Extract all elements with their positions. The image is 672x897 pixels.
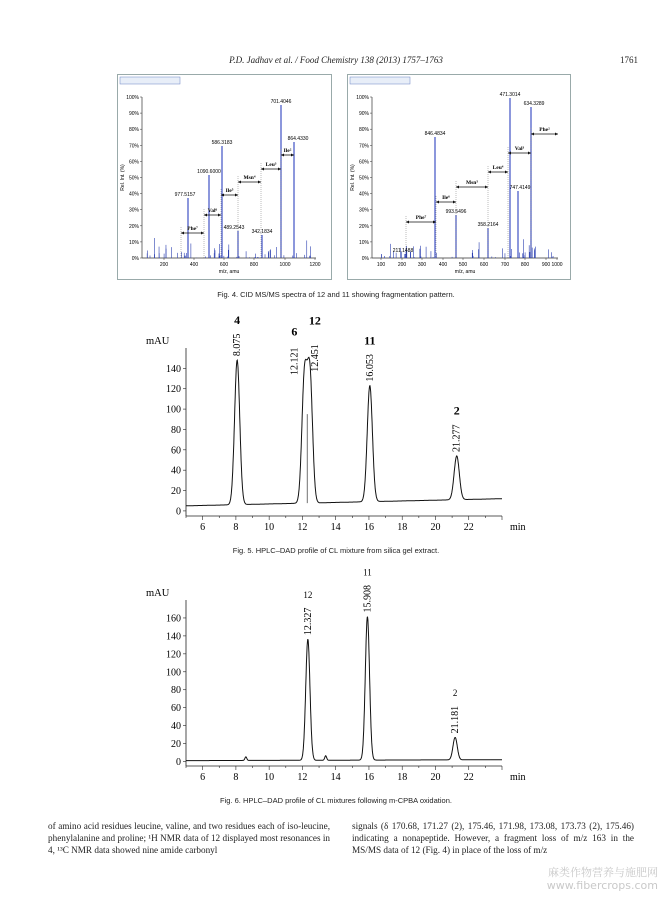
peak-label: 701.4046 (270, 99, 292, 105)
arrow-head-left (488, 171, 491, 174)
y-tick-label: 60 (171, 445, 181, 457)
body-right-column: signals (δ 170.68, 171.27 (2), 175.46, 171.98, 173.08, 173.73 (2), 175.46) indicating a nonapeptide. However, a fragment loss of m/z 163 in the MS/MS data of 12 (Fig. 4) in place of the loss of m/z (352, 821, 634, 855)
peak-compound-label: 6 (291, 324, 298, 339)
peak-label: 846.4834 (424, 131, 446, 137)
y-tick-label: 40% (358, 191, 369, 198)
fig4-right-spectrum (348, 75, 570, 279)
peak-compound-label: 2 (452, 688, 458, 699)
y-tick-label: 80 (171, 685, 181, 697)
fragment-label: Leu⁴ (492, 165, 504, 171)
y-tick-label: 70% (358, 143, 369, 150)
y-tick-label: 80% (128, 127, 139, 134)
x-tick-label: 14 (330, 772, 341, 783)
y-axis-label: Rel. Int. (%) (120, 164, 126, 191)
y-tick-label: 90% (128, 111, 139, 118)
y-tick-label: 100 (166, 667, 181, 679)
peak-rt-label: 21.181 (450, 705, 462, 734)
body-left-column: of amino acid residues leucine, valine, and two residues each of iso-leucine, phenylalanine and proline; ¹H NMR data of 12 displayed most resonances in 4, ¹³C NMR data showed nine amide carbonyl (48, 821, 330, 855)
x-tick-label: 22 (463, 772, 474, 783)
y-tick-label: 40 (171, 721, 181, 733)
x-tick-label: 1000 (279, 262, 291, 268)
x-tick-label: 20 (430, 772, 441, 783)
peak-label: 1090.6000 (197, 169, 221, 175)
fig6-chromatogram (146, 567, 526, 784)
y-tick-label: 80% (358, 127, 369, 134)
arrow-head-right (258, 181, 261, 184)
x-tick-label: 10 (264, 772, 275, 783)
peak-label: 993.5496 (445, 209, 467, 215)
peak-compound-label: 11 (364, 333, 376, 348)
arrow-head-right (485, 186, 488, 189)
y-tick-label: 70% (128, 143, 139, 150)
peak-compound-label: 12 (303, 589, 313, 600)
y-tick-label: 40% (128, 191, 139, 198)
arrow-head-right (201, 232, 204, 235)
peak-label: 864.4330 (287, 136, 309, 142)
running-head: P.D. Jadhav et al. / Food Chemistry 138 (2013) 1757–1763 (229, 55, 443, 65)
arrow-head-left (181, 232, 184, 235)
x-tick-label: 12 (297, 522, 308, 533)
spectrum-title-box (350, 77, 410, 84)
fragment-label: Val³ (514, 146, 525, 152)
fig4-right-panel (347, 74, 571, 280)
y-tick-label: 0 (176, 506, 181, 518)
fragment-label: Phe⁷ (415, 215, 427, 221)
x-tick-label: 14 (330, 522, 341, 533)
y-tick-label: 80 (171, 424, 181, 436)
x-tick-label: 700 (500, 262, 510, 268)
peak-rt-label: 12.327 (302, 607, 314, 636)
peak-label: 586.3183 (211, 140, 233, 146)
peak-rt-label: 21.277 (451, 424, 463, 452)
x-axis-label: m/z, amu (218, 269, 240, 275)
x-tick-label: 400 (438, 262, 448, 268)
arrow-head-left (406, 221, 409, 224)
peak-label: 342.1834 (251, 229, 273, 235)
fig6-caption: Fig. 6. HPLC–DAD profile of CL mixtures following m-CPBA oxidation. (220, 796, 452, 805)
y-tick-label: 60% (358, 159, 369, 166)
y-tick-label: 20 (171, 739, 181, 751)
x-tick-label: 1200 (309, 262, 321, 268)
peak-rt-label: 12.451 (309, 344, 321, 372)
fragment-label: Leu³ (265, 162, 277, 168)
x-tick-label: 16 (363, 772, 374, 783)
y-tick-label: 50% (358, 175, 369, 182)
x-tick-label: 1000 (551, 262, 563, 268)
fragment-label: Val⁶ (207, 208, 218, 214)
watermark (547, 866, 658, 892)
peak-compound-label: 11 (363, 567, 372, 578)
fragment-label: Msn⁵ (465, 180, 479, 186)
peak-rt-label: 8.075 (232, 333, 244, 357)
fig5-caption: Fig. 5. HPLC–DAD profile of CL mixture from silica gel extract. (232, 546, 440, 555)
peak-label: 977.5157 (174, 192, 196, 198)
watermark-line2: www.fibercrops.com (546, 879, 658, 892)
x-tick-label: 6 (200, 522, 206, 533)
y-tick-label: 10% (358, 239, 369, 246)
y-tick-label: 20% (358, 223, 369, 230)
y-axis-label: Rel. Int. (%) (350, 164, 356, 191)
fragment-label: Ile² (283, 148, 292, 154)
y-tick-label: 60% (128, 159, 139, 166)
x-axis-label: min (510, 522, 526, 533)
fragment-label: Msn⁴ (243, 175, 256, 181)
y-tick-label: 140 (166, 363, 181, 375)
x-tick-label: 8 (233, 522, 239, 533)
peak-compound-label: 4 (234, 313, 241, 328)
arrow-head-left (436, 201, 439, 204)
y-tick-label: 100% (356, 95, 369, 101)
y-axis-label: mAU (146, 588, 170, 599)
x-tick-label: 600 (479, 262, 489, 268)
fig5-chromatogram (146, 313, 526, 540)
x-tick-label: 22 (463, 522, 474, 533)
y-tick-label: 30% (358, 207, 369, 214)
y-tick-label: 40 (171, 465, 181, 477)
peak-label: 471.3014 (499, 92, 521, 98)
x-tick-label: 18 (397, 522, 408, 533)
x-tick-label: 6 (200, 772, 206, 783)
fig4-left-panel (117, 74, 332, 280)
x-tick-label: 8 (233, 772, 239, 783)
arrow-head-right (453, 201, 456, 204)
y-tick-label: 120 (166, 384, 181, 396)
peak-label: 634.3289 (523, 101, 545, 107)
x-tick-label: 600 (219, 262, 229, 268)
peak-label: 211.1488 (392, 248, 414, 254)
y-tick-label: 120 (166, 649, 181, 661)
peak-label: 747.4149 (509, 185, 531, 191)
peak-rt-label: 12.121 (289, 347, 301, 375)
fig4-left-spectrum (118, 75, 331, 279)
arrow-head-left (261, 168, 264, 171)
y-tick-label: 10% (128, 239, 139, 246)
y-tick-label: 20 (171, 486, 181, 498)
x-tick-label: 18 (397, 772, 408, 783)
y-tick-label: 0 (176, 757, 181, 769)
y-tick-label: 90% (358, 111, 369, 118)
peak-rt-label: 15.908 (362, 585, 374, 613)
y-tick-label: 50% (128, 175, 139, 182)
peak-rt-label: 16.053 (364, 354, 376, 382)
peak-label: 358.2164 (477, 222, 499, 228)
x-tick-label: 200 (159, 262, 169, 268)
y-axis-label: mAU (146, 336, 170, 347)
fragment-label: Phe² (539, 127, 550, 133)
fragment-label: Ile⁵ (225, 188, 234, 194)
arrow-head-right (505, 171, 508, 174)
x-tick-label: 20 (430, 522, 441, 533)
arrow-head-left (238, 181, 241, 184)
fragment-label: Phe⁷ (187, 226, 198, 232)
peak-compound-label: 2 (453, 403, 460, 418)
arrow-head-right (555, 133, 558, 136)
peak-label: 489.2543 (223, 225, 245, 231)
fig4-caption: Fig. 4. CID MS/MS spectra of 12 and 11 showing fragmentation pattern. (217, 290, 455, 299)
x-tick-label: 100 (376, 262, 386, 268)
x-tick-label: 16 (363, 522, 374, 533)
x-tick-label: 300 (417, 262, 427, 268)
arrow-head-left (456, 186, 459, 189)
y-tick-label: 140 (166, 631, 181, 643)
y-tick-label: 60 (171, 703, 181, 715)
spectrum-title-box (120, 77, 180, 84)
y-tick-label: 0% (131, 256, 139, 262)
x-tick-label: 800 (520, 262, 530, 268)
x-axis-label: min (510, 772, 526, 783)
x-axis-label: m/z, amu (454, 269, 476, 275)
x-tick-label: 900 (541, 262, 551, 268)
x-tick-label: 10 (264, 522, 275, 533)
y-tick-label: 30% (128, 207, 139, 214)
peak-compound-label: 12 (308, 313, 321, 328)
x-tick-label: 500 (458, 262, 468, 268)
y-tick-label: 160 (166, 613, 181, 625)
arrow-head-right (218, 214, 221, 217)
arrow-head-right (235, 194, 238, 197)
x-tick-label: 800 (249, 262, 259, 268)
watermark-line1: 麻类作物营养与施肥网 (548, 866, 658, 879)
y-tick-label: 0% (361, 256, 369, 262)
y-tick-label: 100 (166, 404, 181, 416)
arrow-head-left (204, 214, 207, 217)
y-tick-label: 100% (126, 95, 139, 101)
x-tick-label: 400 (189, 262, 199, 268)
fragment-label: Ile⁶ (442, 195, 450, 201)
x-tick-label: 200 (397, 262, 407, 268)
x-tick-label: 12 (297, 772, 308, 783)
y-tick-label: 20% (128, 223, 139, 230)
page-number: 1761 (620, 55, 638, 65)
